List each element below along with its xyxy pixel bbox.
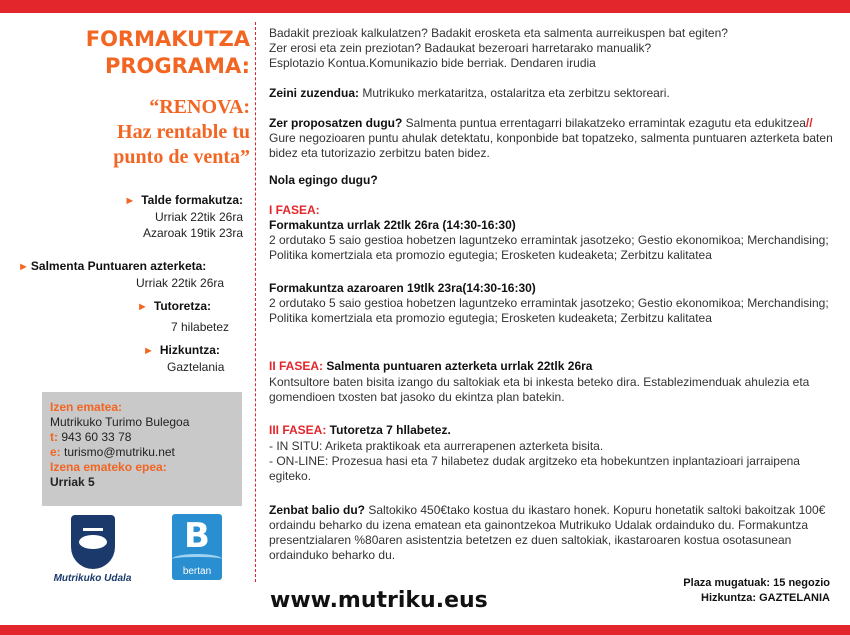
program-subtitle: “RENOVA: Haz rentable tu punto de venta” <box>113 96 250 168</box>
fase1-sub2: Formakuntza azaroaren 19tlk 23ra(14:30-16:30) <box>269 281 536 295</box>
email-link[interactable]: turismo@mutriku.net <box>64 445 175 459</box>
wave-icon <box>172 554 222 564</box>
salmenta-info: ► Salmenta Puntuaren azterketa: Urriak 22tik 26ra <box>18 259 225 290</box>
mutriku-udala-logo: Mutrikuko Udala <box>45 515 140 590</box>
places-info: Plaza mugatuak: 15 negozio Hizkuntza: GAZTELANIA <box>683 577 830 604</box>
arrow-icon: ► <box>18 261 29 273</box>
nola-heading: Nola egingo dugu? <box>269 173 378 187</box>
zeini-zuzendua: Zeini zuzendua: Mutrikuko merkataritza, ostalaritza eta zerbitzu sektoreari. <box>269 86 670 100</box>
arrow-icon: ► <box>137 301 148 313</box>
intro-text: Badakit prezioak kalkulatzen? Badakit erosketa eta salmenta aurreikuspen bat egiten? Zer erosi eta zein preziotan? Badaukat bezeroari harretarako manualik? Esplotazio Kontua.Komunikazio bide berriak. Dendaren irudia <box>269 26 728 70</box>
talde-info: ► Talde formakutza: Urriak 22tik 26ra Azaroak 19tik 23ra <box>124 193 243 240</box>
whale-icon <box>79 535 107 549</box>
fase2-heading: II FASEA: Salmenta puntuaren azterketa urrlak 22tlk 26ra <box>269 359 593 373</box>
fase3-heading: III FASEA: Tutoretza 7 hllabetez. <box>269 423 451 437</box>
column-divider <box>255 22 256 582</box>
fase3-text: - IN SITU: Ariketa praktikoak eta aurrerapenen azterketa bisita. - ON-LINE: Prozesua hasi eta 7 hilabetez dudak argitzeko eta hobekuntzen inplantazioari jarraipena egiteko. <box>269 439 800 483</box>
fase1-text2: 2 ordutako 5 saio gestioa hobetzen laguntzeko erramintak jasotzeko; Gestio ekonomikoa; Merchandising; Politika komertziala eta promozio egutegia; Erosketen kudeaketa; Zerbitzu kalitatea <box>269 296 829 325</box>
fase1-sub1: Formakuntza urrlak 22tlk 26ra (14:30-16:30) <box>269 218 516 232</box>
fase2-text: Kontsultore baten bisita izango du saltokiak eta bi inkesta beteko dira. Establezimenduak ahulezia eta gomendioen txosten bat jasoko du ekintza plan batekin. <box>269 375 810 404</box>
phone-number[interactable]: 943 60 33 78 <box>61 430 132 444</box>
left-column <box>0 0 255 625</box>
zenbat-balio: Zenbat balio du? Saltokiko 450€tako kostua du ikastaro honek. Kopuru honetatik saltoki bakoitzak 100€ ordaindu beharko du izena ematean eta gainontzekoa Mutrikuko Udalak ordainduko du. Formakuntza presentzialaren %80aren asistentzia betetzen ez duen saltokiak, ikastaroaren kostua osotasunean ordainduko beharko du. <box>269 503 826 562</box>
fase1-text1: 2 ordutako 5 saio gestioa hobetzen laguntzeko erramintak jasotzeko; Gestio ekonomikoa; Merchandising; Politika komertziala eta promozio egutegia; Erosketen kudeaketa; Zerbitzu kalitatea <box>269 233 829 262</box>
bottom-red-bar <box>0 625 850 635</box>
program-title: FORMAKUTZA PROGRAMA: <box>85 27 250 78</box>
fase1-heading: I FASEA: <box>269 203 320 217</box>
zer-proposatzen: Zer proposatzen dugu? Salmenta puntua errentagarri bilakatzeko erramintak ezagutu eta edukitzea// Gure negozioaren puntu ahulak detektatu, konponbide bat topatzeko, salmenta puntuaren azterketa baten bidez eta tutorizazio zerbitzu baten bidez. <box>269 116 833 160</box>
bertan-logo: B bertan <box>172 514 222 580</box>
tutoretza-info: ► Tutoretza: 7 hilabetez <box>137 299 230 334</box>
arrow-icon: ► <box>124 195 136 207</box>
registration-box: Izen ematea: Mutrikuko Turimo Bulegoa t: 943 60 33 78 e: turismo@mutriku.net Izena emateko epea: Urriak 5 <box>42 392 242 506</box>
hizkuntza-info: ► Hizkuntza: Gaztelania <box>143 343 225 374</box>
website-link[interactable]: www.mutriku.eus <box>270 588 488 613</box>
arrow-icon: ► <box>143 345 154 357</box>
shield-icon <box>71 515 115 569</box>
